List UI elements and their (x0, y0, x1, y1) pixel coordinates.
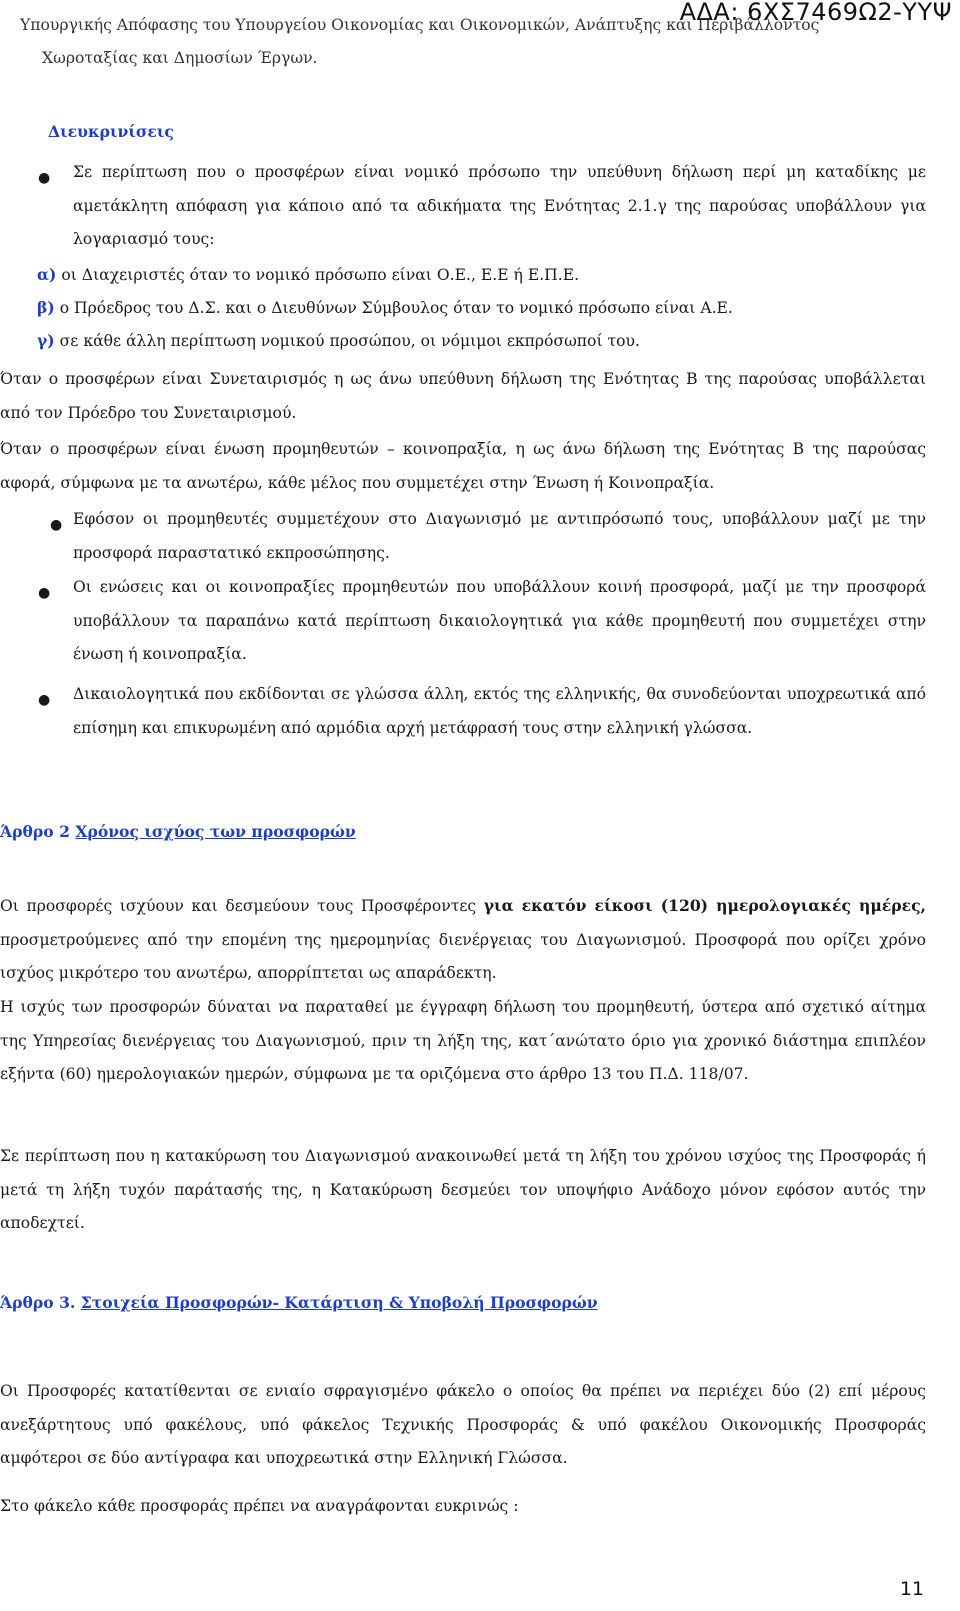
item-b (37, 291, 927, 326)
clarification-bullet-2: Εφόσον οι προμηθευτές συμμετέχουν στο Διαγωνισμό με αντιπρόσωπό τους, υποβάλλουν μαζί με την προσφορά παραστατικό εκπροσώπησης. (73, 510, 926, 562)
article-3-paragraph-2: Στο φάκελο κάθε προσφοράς πρέπει να αναγράφονται ευκρινώς : (0, 1497, 519, 1515)
paragraph-union: Όταν ο προσφέρων είναι ένωση προμηθευτών – κοινοπραξία, η ως άνω δήλωση της Ενότητας Β της παρούσας αφορά, σύμφωνα με τα ανωτέρω, κάθε μέλος που συμμετέχει στην Ένωση ή Κοινοπραξία. (0, 440, 926, 492)
page-number: 11 (899, 1578, 924, 1600)
item-c (37, 324, 927, 359)
header-line-1: Υπουργικής Απόφασης του Υπουργείου Οικονομίας και Οικονομικών, Ανάπτυξης και Περιβάλλοντος (20, 16, 820, 34)
item-a-label: α) (37, 265, 57, 284)
clarification-bullet-3: Οι ενώσεις και οι κοινοπραξίες προμηθευτών που υποβάλλουν κοινή προσφορά, μαζί με την προσφορά υποβάλλουν τα παραπάνω κατά περίπτωση δικαιολογητικά για κάθε προμηθευτή που συμμετέχει στην ένωση ή κοινοπραξία. (73, 578, 926, 663)
article-2-paragraph-3: Σε περίπτωση που η κατακύρωση του Διαγωνισμού ανακοινωθεί μετά τη λήξη του χρόνου ισχύος της Προσφοράς ή μετά τη λήξη τυχόν παράτασής της, η Κατακύρωση δεσμεύει τον υποψήφιο Ανάδοχο μόνον εφόσον αυτός την αποδεχτεί. (0, 1147, 926, 1232)
clarifications-heading: Διευκρινίσεις (48, 122, 174, 141)
article-3-prefix: Άρθρο 3. (0, 1293, 81, 1312)
item-b-label: β) (37, 298, 55, 317)
article-2-p1-bold: για εκατόν είκοσι (120) ημερολογιακές ημέρες, (483, 896, 926, 915)
ada-watermark: ΑΔΑ: 6ΧΣ7469Ω2-ΥΥΨ (679, 0, 952, 26)
article-2-paragraph-2: Η ισχύς των προσφορών δύναται να παραταθεί με έγγραφη δήλωση του προμηθευτή, ύστερα από σχετικό αίτημα της Υπηρεσίας διενέργειας του Διαγωνισμού, πριν τη λήξη της, κατ΄ανώτατο όριο για χρονικό διάστημα επιπλέον εξήντα (60) ημερολογιακών ημερών, σύμφωνα με τα οριζόμενα στο άρθρο 13 του Π.Δ. 118/07. (0, 998, 926, 1083)
item-a (37, 258, 927, 293)
article-3-title-link[interactable]: Στοιχεία Προσφορών- Κατάρτιση & Υποβολή Προσφορών (80, 1293, 598, 1312)
bullet-dot: ● (38, 585, 51, 601)
header-line-2: Χωροταξίας και Δημοσίων Έργων. (42, 49, 318, 67)
item-c-text: σε κάθε άλλη περίπτωση νομικού προσώπου, οι νόμιμοι εκπρόσωποί του. (54, 332, 640, 350)
paragraph-cooperative: Όταν ο προσφέρων είναι Συνεταιρισμός η ως άνω υπεύθυνη δήλωση της Ενότητας Β της παρούσας υποβάλλεται από τον Πρόεδρο του Συνεταιρισμού. (0, 370, 926, 422)
bullet-dot: ● (38, 170, 51, 186)
article-3-heading (0, 1293, 598, 1312)
clarification-bullet-1: Σε περίπτωση που ο προσφέρων είναι νομικό πρόσωπο την υπεύθυνη δήλωση περί μη καταδίκης με αμετάκλητη απόφαση για κάποιο από τα αδικήματα της Ενότητας 2.1.γ της παρούσας υποβάλλουν για λογαριασμό τους: (73, 163, 926, 248)
bullet-dot: ● (50, 517, 63, 533)
item-b-text: ο Πρόεδρος του Δ.Σ. και ο Διευθύνων Σύμβουλος όταν το νομικό πρόσωπο είναι Α.Ε. (54, 299, 733, 317)
running-header (20, 9, 930, 75)
article-2-p1-start: Οι προσφορές ισχύουν και δεσμεύουν τους Προσφέροντες (0, 897, 484, 915)
item-c-label: γ) (37, 331, 55, 350)
item-a-text: οι Διαχειριστές όταν το νομικό πρόσωπο είναι Ο.Ε., Ε.Ε ή Ε.Π.Ε. (56, 266, 580, 284)
article-2-p1-end: προσμετρούμενες από την επομένη της ημερομηνίας διενέργειας του Διαγωνισμού. Προσφορά που ορίζει χρόνο ισχύος μικρότερο του ανωτέρω, απορρίπτεται ως απαράδεκτη. (0, 930, 926, 982)
article-3-paragraph-1: Οι Προσφορές κατατίθενται σε ενιαίο σφραγισμένο φάκελο ο οποίος θα πρέπει να περιέχει δύο (2) επί μέρους ανεξάρτητους υπό φακέλους, υπό φάκελος Τεχνικής Προσφοράς & υπό φακέλου Οικονομικής Προσφοράς αμφότεροι σε δύο αντίγραφα και υποχρεωτικά στην Ελληνική Γλώσσα. (0, 1382, 926, 1467)
article-2-prefix: Άρθρο 2 (0, 822, 76, 841)
bullet-dot: ● (38, 692, 51, 708)
article-2-paragraph-1 (0, 889, 926, 991)
article-2-heading (0, 822, 356, 841)
clarification-bullet-4: Δικαιολογητικά που εκδίδονται σε γλώσσα άλλη, εκτός της ελληνικής, θα συνοδεύονται υποχρεωτικά από επίσημη και επικυρωμένη από αρμόδια αρχή μετάφρασή τους στην ελληνική γλώσσα. (73, 685, 926, 737)
article-2-title-link[interactable]: Χρόνος ισχύος των προσφορών (75, 822, 356, 841)
